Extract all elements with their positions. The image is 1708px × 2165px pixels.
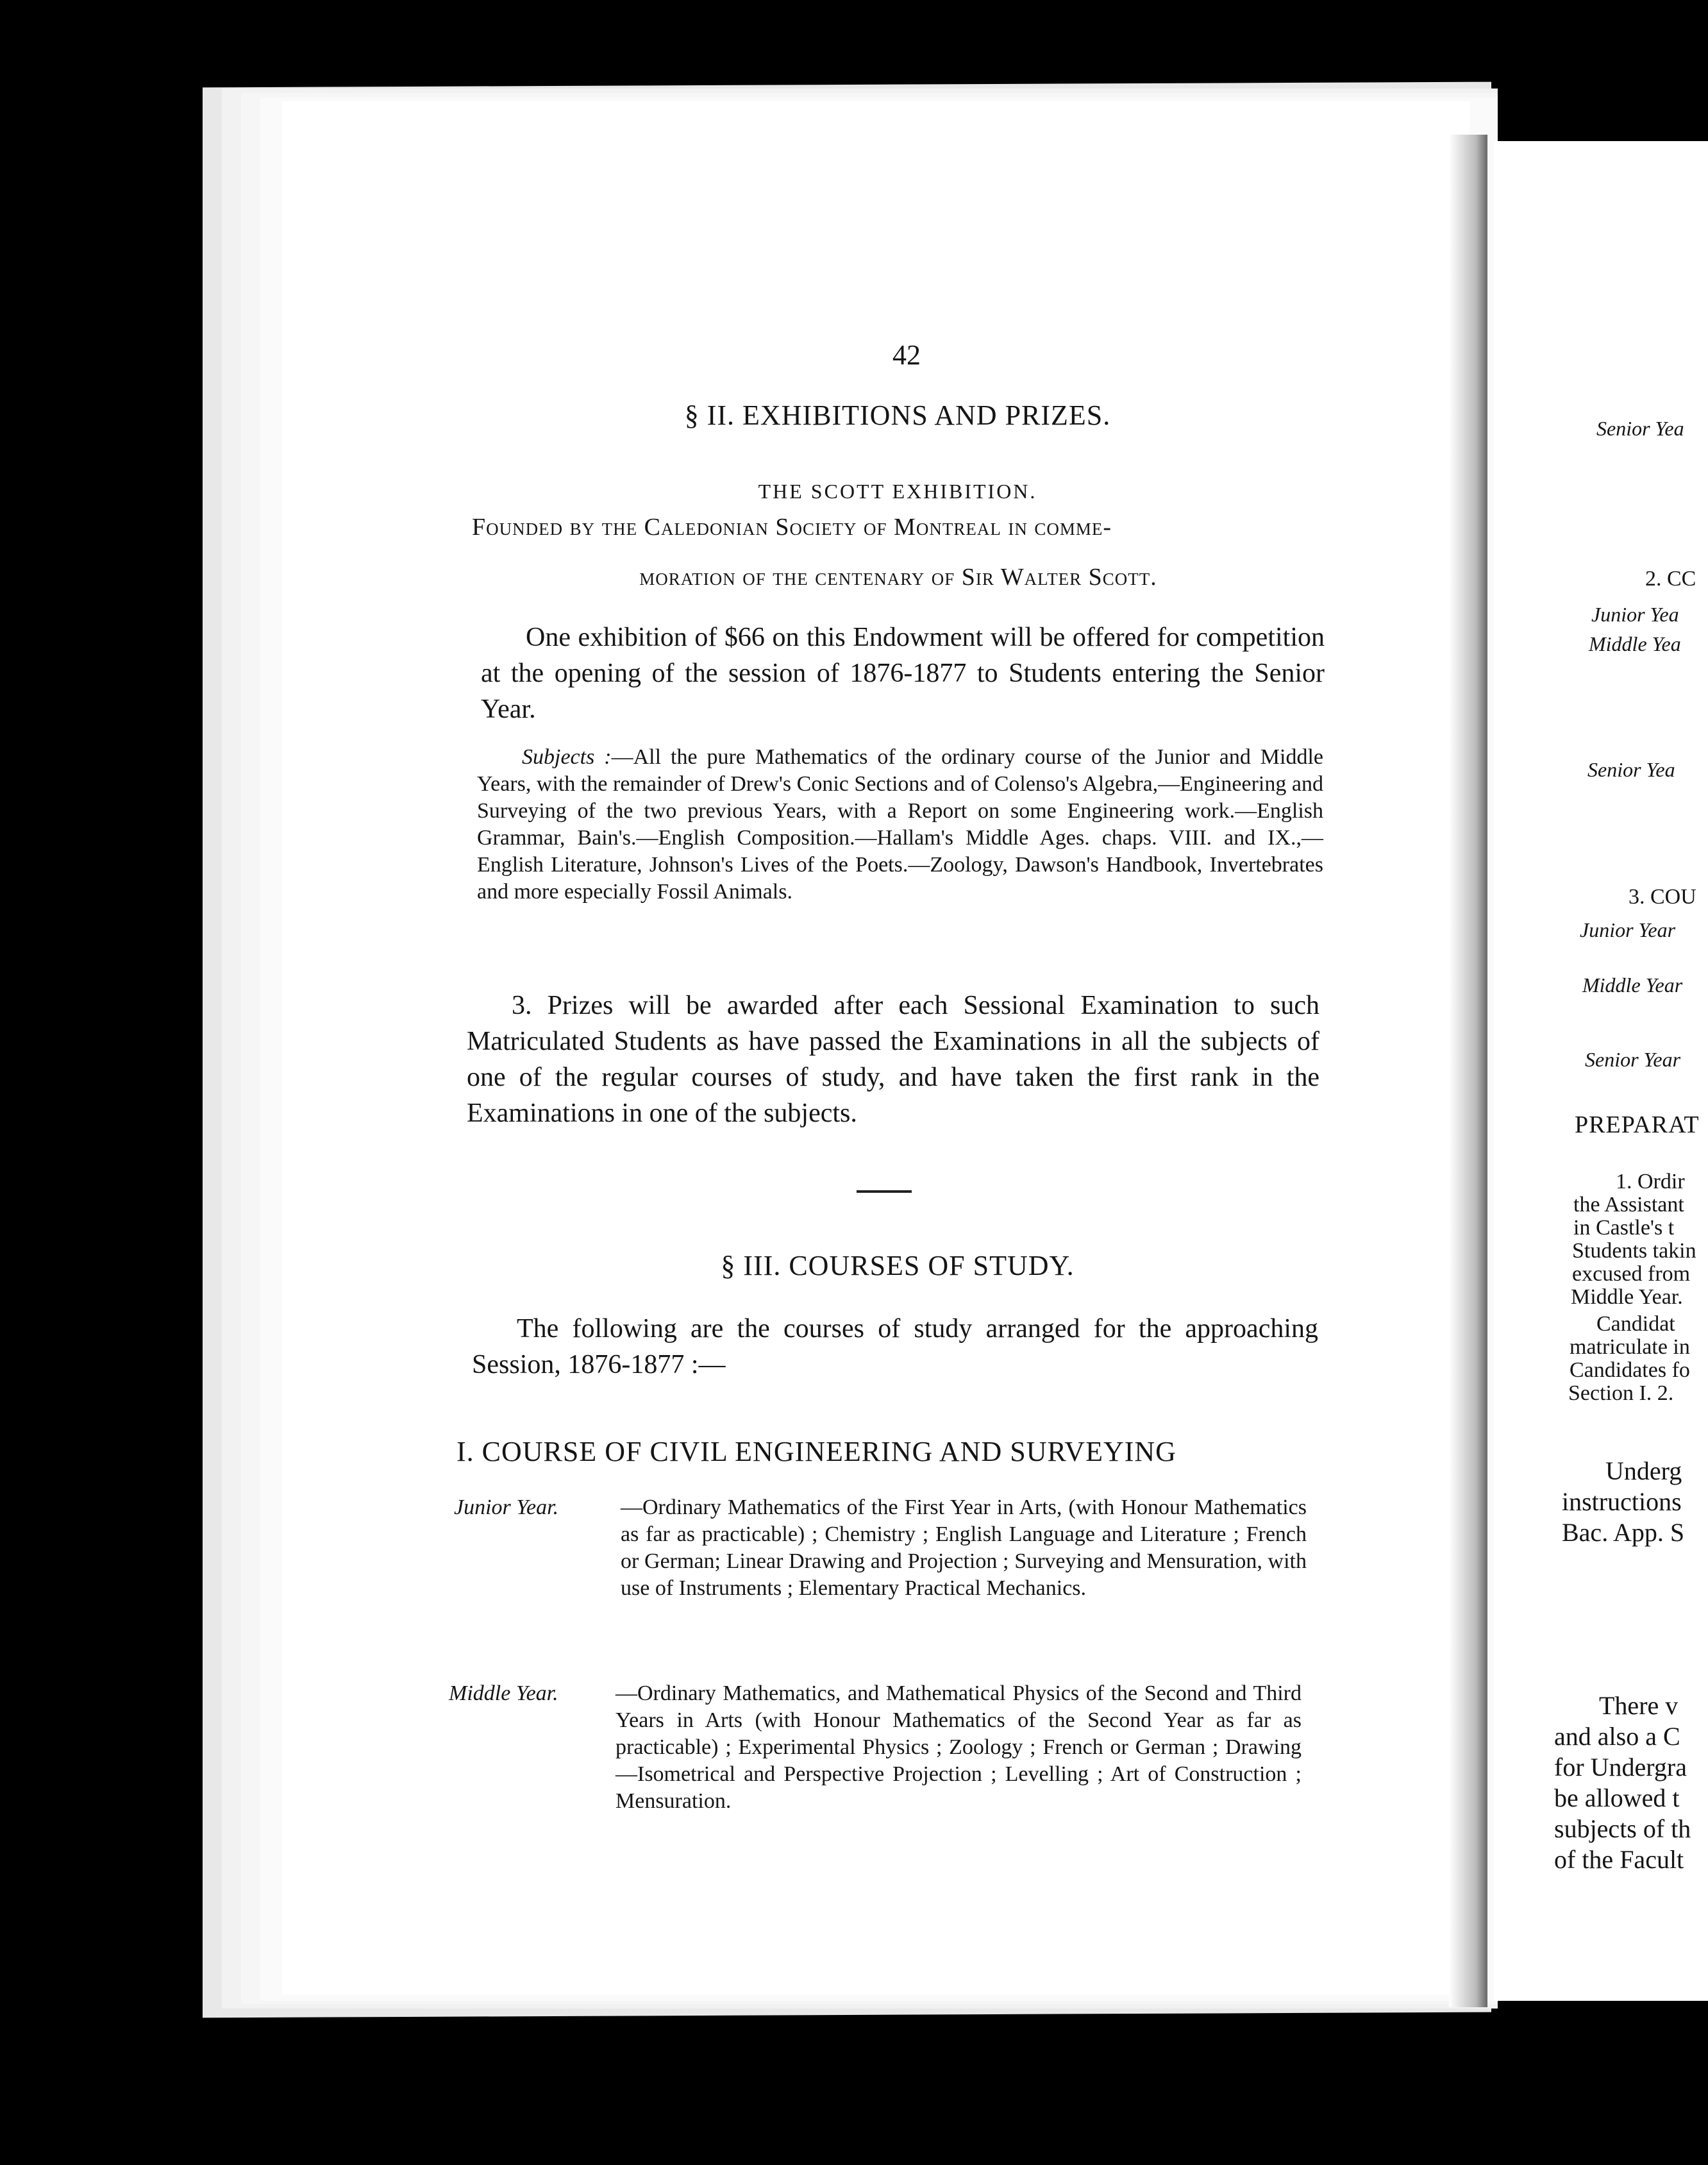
rp-line-a5: Middle Year. — [1571, 1285, 1683, 1309]
rp-senior-year-1: Senior Yea — [1596, 417, 1684, 440]
rp-line-a0: 1. Ordir — [1616, 1170, 1685, 1193]
rp-item-3: 3. COU — [1628, 885, 1696, 909]
book-gutter — [1449, 135, 1487, 2007]
prizes-paragraph: 3. Prizes will be awarded after each Sessional Examination to such Matriculated Students as have passed the Examinations in all the subjects of one of the regular courses of study, and have taken the first rank in the Examinations in one of the subjects. — [467, 991, 1319, 1128]
rp-line-a4: excused from — [1572, 1262, 1691, 1286]
rp-line-a9: Section I. 2. — [1568, 1381, 1674, 1405]
rp-line-b0: Underg — [1605, 1456, 1682, 1485]
course-civil-engineering-heading: I. COURSE OF CIVIL ENGINEERING AND SURVEYING — [456, 1436, 1176, 1467]
rp-middle-year-2: Middle Yea — [1589, 632, 1681, 655]
middle-year-text: —Ordinary Mathematics, and Mathematical Physics of the Second and Third Years in Arts (with Honour Mathematics of the Second Year as far as practicable) ; Experimental Physics ; Zoology ; French or German ; Drawing—Isometrical and Perspective Projection ; Levelling ; Art of Construction ; Mensuration. — [615, 1681, 1302, 1813]
rp-line-c2: for Undergra — [1554, 1753, 1687, 1782]
subjects-paragraph — [477, 744, 1323, 906]
rp-junior-year-2: Junior Yea — [1591, 603, 1679, 626]
junior-year-text: —Ordinary Mathematics of the First Year in Arts, (with Honour Mathematics as far as practicable) ; Chemistry ; English Language and Literature ; French or German; Linear Drawing and Projection ; Surveying and Mensuration, with use of Instruments ; Elementary Practical Mechanics. — [621, 1495, 1307, 1600]
scott-exhibition-title: THE SCOTT EXHIBITION. — [758, 480, 1037, 503]
section-divider — [857, 1190, 912, 1193]
rp-line-c5: of the Facult — [1554, 1845, 1684, 1874]
founded-line-2: moration of the centenary of Sir Walter Scott. — [639, 564, 1157, 591]
rp-line-c1: and also a C — [1554, 1722, 1680, 1751]
page-number: 42 — [892, 339, 921, 371]
middle-year-entry — [449, 1680, 1302, 1815]
rp-line-a6: Candidat — [1596, 1312, 1675, 1336]
rp-junior-year-3: Junior Year — [1580, 918, 1676, 941]
rp-line-b2: Bac. App. S — [1562, 1518, 1685, 1547]
rp-middle-year-3: Middle Year — [1582, 973, 1683, 997]
founded-line-1: Founded by the Caledonian Society of Montreal in comme- — [472, 514, 1112, 541]
rp-line-c3: be allowed t — [1554, 1783, 1680, 1812]
rp-line-a2: in Castle's t — [1573, 1216, 1675, 1240]
rp-senior-year-2: Senior Yea — [1587, 758, 1675, 781]
section-heading-exhibitions: § II. EXHIBITIONS AND PRIZES. — [684, 400, 1111, 431]
junior-year-entry — [454, 1494, 1307, 1602]
rp-line-c0: There v — [1599, 1691, 1679, 1720]
right-page — [1494, 141, 1708, 2001]
exhibition-paragraph: One exhibition of $66 on this Endowment will be offered for competition at the opening of the session of 1876-1877 to Students entering the Senior Year. — [481, 623, 1325, 724]
rp-prepara: PREPARAT — [1575, 1111, 1700, 1138]
subjects-text: —All the pure Mathematics of the ordinary course of the Junior and Middle Years, with the remainder of Drew's Conic Sections and of Colenso's Algebra,—Engineering and Surveying of the two previous Years, with a Report on some Engineering work.—English Grammar, Bain's.—English Composition.—Hallam's Middle Ages. chaps. VIII. and IX.,—English Literature, Johnson's Lives of the Poets.—Zoology, Dawson's Handbook, Invertebrates and more especially Fossil Animals. — [477, 745, 1323, 904]
rp-senior-year-3: Senior Year — [1585, 1048, 1681, 1071]
courses-intro: The following are the courses of study arranged for the approaching Session, 1876-1877 :— — [472, 1314, 1318, 1379]
rp-line-b1: instructions — [1562, 1487, 1682, 1516]
rp-line-a3: Students takin — [1572, 1239, 1696, 1263]
rp-line-a8: Candidates fo — [1570, 1358, 1690, 1382]
rp-line-c4: subjects of th — [1554, 1814, 1691, 1843]
junior-year-label: Junior Year. — [454, 1495, 559, 1519]
rp-line-a1: the Assistant — [1573, 1193, 1684, 1217]
middle-year-label: Middle Year. — [449, 1681, 558, 1705]
subjects-label: Subjects : — [522, 745, 612, 769]
rp-item-2: 2. CC — [1645, 567, 1696, 591]
rp-line-a7: matriculate in — [1570, 1335, 1690, 1359]
section-heading-courses: § III. COURSES OF STUDY. — [721, 1250, 1075, 1281]
